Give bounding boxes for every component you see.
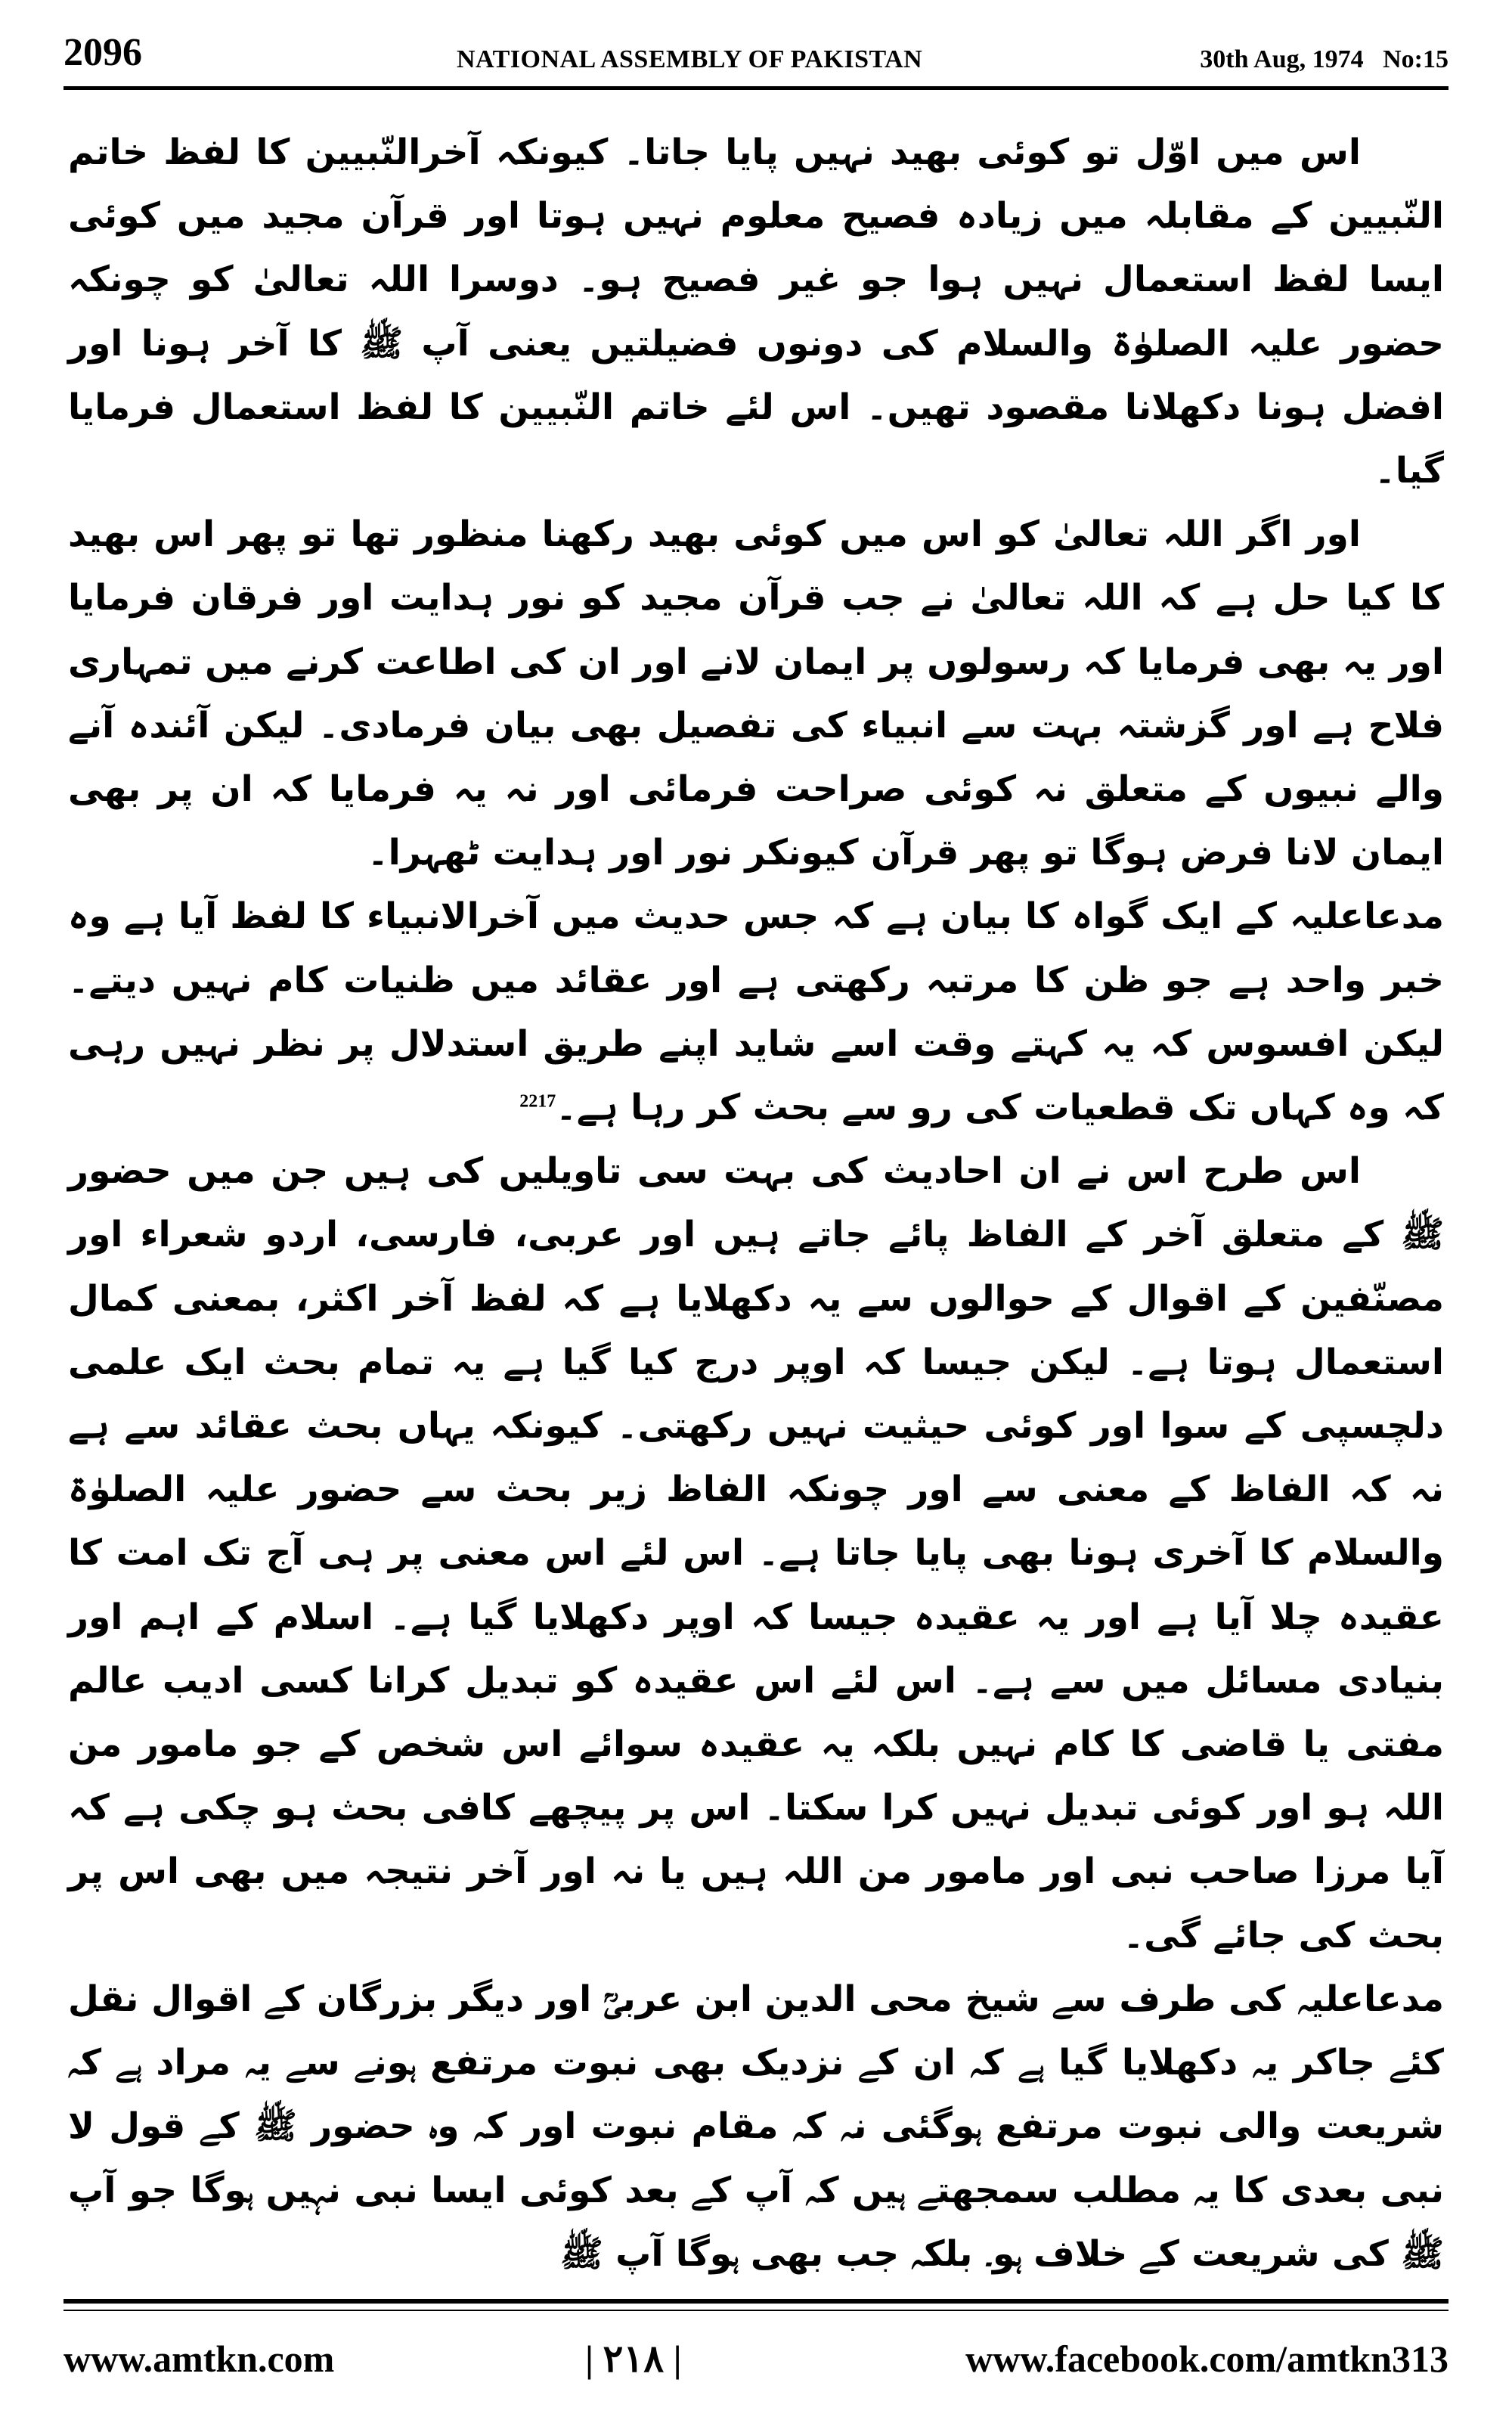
paragraph — [68, 885, 1444, 1140]
body-text — [68, 121, 1444, 2286]
footer-rule-thick — [64, 2299, 1448, 2304]
paragraph: مدعاعلیہ کی طرف سے شیخ محی الدین ابن عربیؒ اور دیگر بزرگان کے اقوال نقل کئے جاکر یہ دکھلایا گیا ہے کہ ان کے نزدیک بھی نبوت مرتفع ہونے سے یہ مراد ہے کہ شریعت والی نبوت مرتفع ہوگئی نہ کہ مقام نبوت اور کہ وہ حضور ﷺ کے قول لا نبی بعدی کا یہ مطلب سمجھتے ہیں کہ آپ کے بعد کوئی ایسا نبی نہیں ہوگا جو آپ ﷺ کی شریعت کے خلاف ہو۔ بلکہ جب بھی ہوگا آپ ﷺ — [68, 1978, 1444, 2275]
page-number: 2096 — [64, 31, 142, 74]
website-link[interactable]: www.amtkn.com — [64, 2338, 335, 2380]
header-title: NATIONAL ASSEMBLY OF PAKISTAN — [457, 45, 923, 73]
footer-rule-thin — [64, 2310, 1448, 2311]
urdu-page-marker: | ٢١٨ | — [585, 2338, 682, 2380]
paragraph: اس میں اوّل تو کوئی بھید نہیں پایا جاتا۔ کیونکہ آخرالنّبیین کا لفظ خاتم النّبیین کے مقابلہ میں زیادہ فصیح معلوم نہیں ہوتا اور قرآن مجید میں کوئی ایسا لفظ استعمال نہیں ہوا جو غیر فصیح ہو۔ دوسرا اللہ تعالیٰ کو چونکہ حضور علیہ الصلوٰۃ والسلام کی دونوں فضیلتیں یعنی آپ ﷺ کا آخر ہونا اور افضل ہونا دکھلانا مقصود تھیں۔ اس لئے خاتم النّبیین کا لفظ استعمال فرمایا گیا۔ — [68, 132, 1444, 492]
facebook-link[interactable]: www.facebook.com/amtkn313 — [965, 2338, 1448, 2380]
paragraph: اس طرح اس نے ان احادیث کی بہت سی تاویلیں کی ہیں جن میں حضور ﷺ کے متعلق آخر کے الفاظ پائے جاتے ہیں اور عربی، فارسی، اردو شعراء اور مصنّفین کے اقوال کے حوالوں سے یہ دکھلایا ہے کہ لفظ آخر اکثر، بمعنی کمال استعمال ہوتا ہے۔ لیکن جیسا کہ اوپر درج کیا گیا ہے یہ تمام بحث ایک علمی دلچسپی کے سوا اور کوئی حیثیت نہیں رکھتی۔ کیونکہ یہاں بحث عقائد سے ہے نہ کہ الفاظ کے معنی سے اور چونکہ الفاظ زیر بحث سے حضور علیہ الصلوٰۃ والسلام کا آخری ہونا بھی پایا جاتا ہے۔ اس لئے اس معنی پر ہی آج تک امت کا عقیدہ چلا آیا ہے اور یہ عقیدہ جیسا کہ اوپر دکھلایا گیا ہے۔ اسلام کے اہم اور بنیادی مسائل میں سے ہے۔ اس لئے اس عقیدہ کو تبدیل کرانا کسی ادیب عالم مفتی یا قاضی کا کام نہیں بلکہ یہ عقیدہ سوائے اس شخص کے جو مامور من اللہ ہو اور کوئی تبدیل نہیں کرا سکتا۔ اس پر پیچھے کافی بحث ہو چکی ہے کہ آیا مرزا صاحب نبی اور مامور من اللہ ہیں یا نہ اور آخر نتیجہ میں بھی اس پر بحث کی جائے گی۔ — [68, 1150, 1444, 1956]
paragraph: اور اگر اللہ تعالیٰ کو اس میں کوئی بھید رکھنا منظور تھا تو پھر اس بھید کا کیا حل ہے کہ اللہ تعالیٰ نے جب قرآن مجید کو نور ہدایت اور فرقان فرمایا اور یہ بھی فرمایا کہ رسولوں پر ایمان لانے اور ان کی اطاعت کرنے میں تمہاری فلاح ہے اور گزشتہ بہت سے انبیاء کی تفصیل بھی بیان فرمادی۔ لیکن آئندہ آنے والے نبیوں کے متعلق نہ کوئی صراحت فرمائی اور نہ یہ فرمایا کہ ان پر بھی ایمان لانا فرض ہوگا تو پھر قرآن کیونکر نور اور ہدایت ٹھہرا۔ — [68, 513, 1444, 874]
page-header — [64, 30, 1448, 91]
footnote-ref: 2217 — [519, 1091, 556, 1112]
paragraph-text: مدعاعلیہ کے ایک گواہ کا بیان ہے کہ جس حدیث میں آخرالانبیاء کا لفظ آیا ہے وہ خبر واحد ہے جو ظن کا مرتبہ رکھتی ہے اور عقائد میں ظنیات کام نہیں دیتے۔ لیکن افسوس کہ یہ کہتے وقت اسے شاید اپنے طریق استدلال پر نظر نہیں رہی کہ وہ کہاں تک قطعیات کی رو سے بحث کر رہا ہے۔ — [68, 895, 1444, 1129]
page-footer — [64, 2322, 1448, 2390]
header-rule — [64, 86, 1448, 90]
header-date: 30th Aug, 1974 No:15 — [1200, 45, 1448, 73]
